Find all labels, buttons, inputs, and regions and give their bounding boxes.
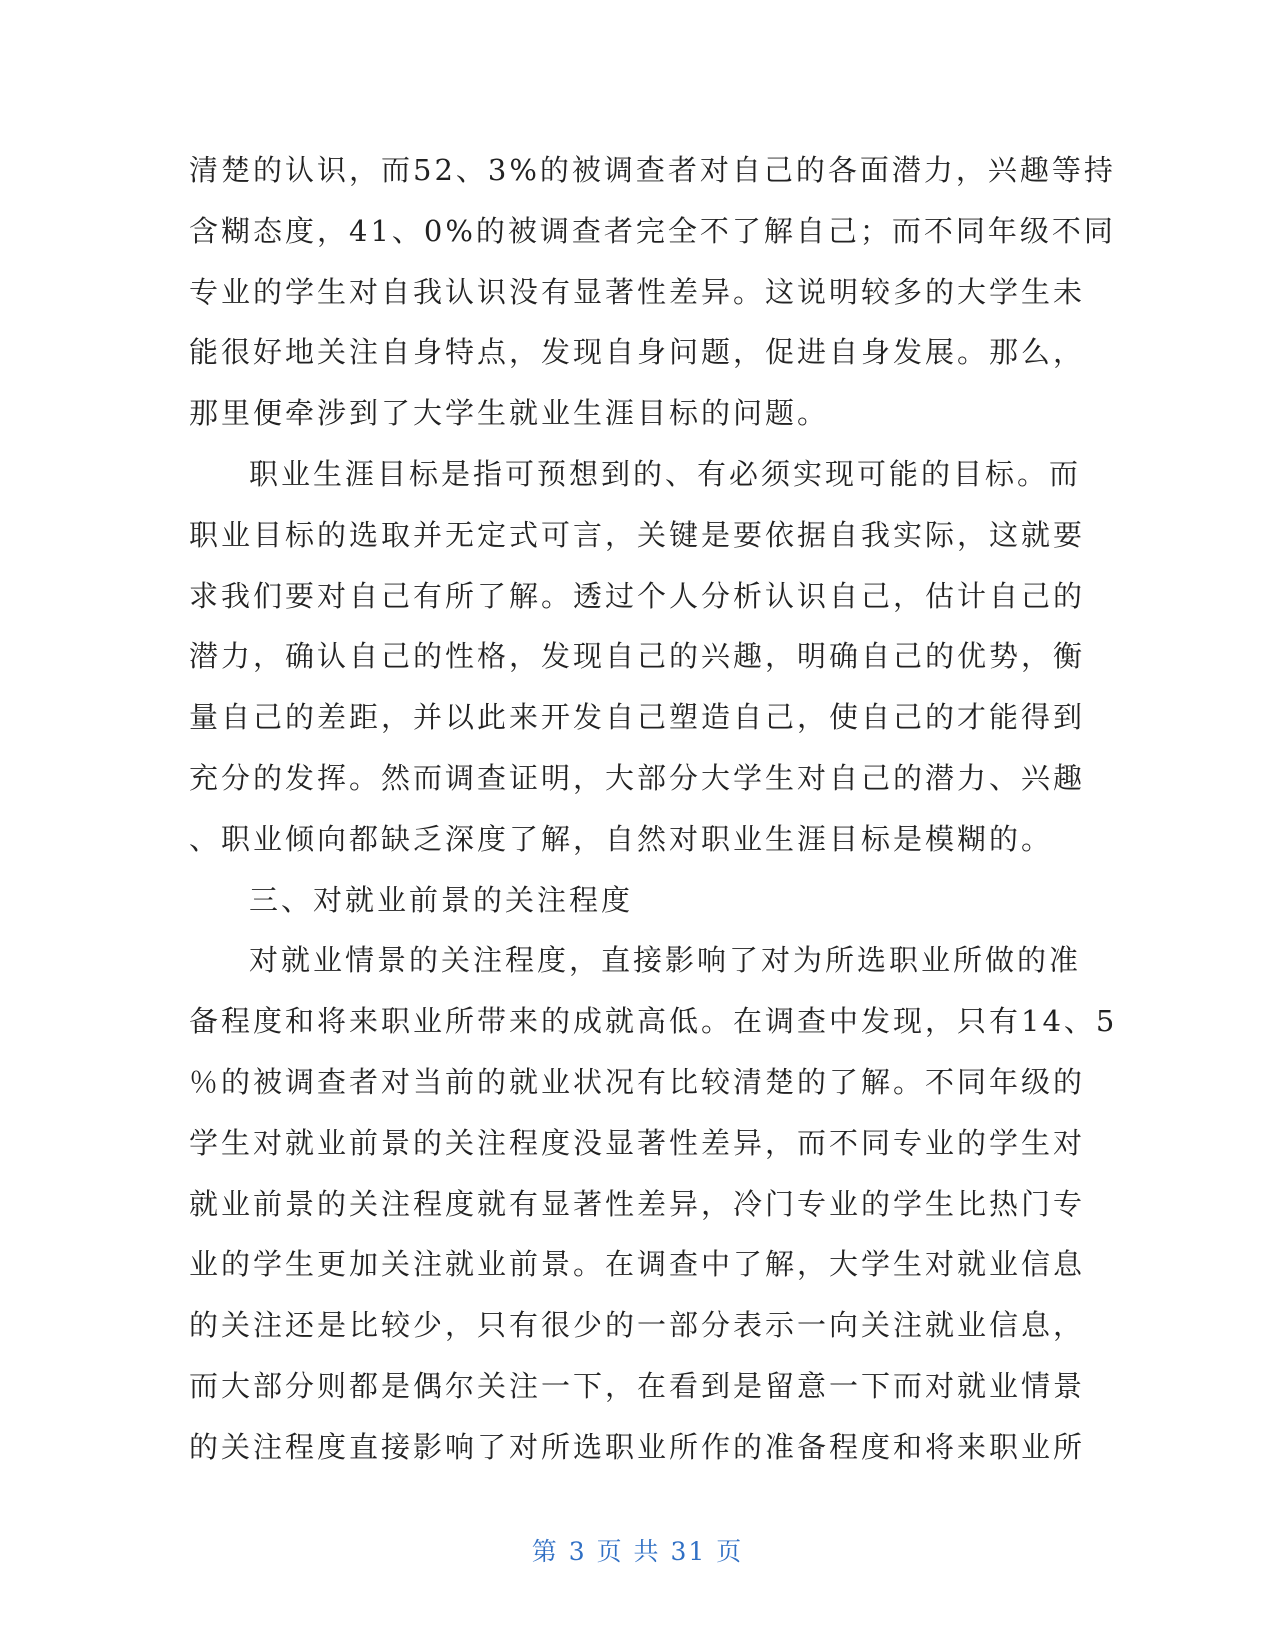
text-line: 量自己的差距，并以此来开发自己塑造自己，使自己的才能得到: [189, 700, 1086, 735]
text-line: 那里便牵涉到了大学生就业生涯目标的问题。: [189, 396, 830, 431]
text-line: 潜力，确认自己的性格，发现自己的兴趣，明确自己的优势，衡: [189, 639, 1086, 674]
text-line: 而大部分则都是偶尔关注一下，在看到是留意一下而对就业情景: [189, 1368, 1086, 1403]
text-line: 清楚的认识，而52、3%的被调查者对自己的各面潜力，兴趣等持: [189, 153, 1116, 187]
text-line: 业的学生更加关注就业前景。在调查中了解，大学生对就业信息: [189, 1247, 1086, 1282]
text-line: 含糊态度，41、0%的被调查者完全不了解自己；而不同年级不同: [189, 213, 1116, 248]
text-line: 充分的发挥。然而调查证明，大部分大学生对自己的潜力、兴趣: [189, 760, 1086, 795]
text-line: 职业目标的选取并无定式可言，关键是要依据自我实际，这就要: [189, 517, 1086, 552]
text-line: 能很好地关注自身特点，发现自身问题，促进自身发展。那么，: [189, 335, 1086, 370]
body-text: [189, 140, 1118, 1478]
text-line: 的关注程度直接影响了对所选职业所作的准备程度和将来职业所: [189, 1429, 1086, 1464]
page-number-footer: 第 3 页 共 31 页: [531, 1537, 744, 1566]
text-line: 、职业倾向都缺乏深度了解，自然对职业生涯目标是模糊的。: [189, 821, 1054, 856]
text-line: ％的被调查者对当前的就业状况有比较清楚的了解。不同年级的: [189, 1064, 1086, 1099]
text-line: 求我们要对自己有所了解。透过个人分析认识自己，估计自己的: [189, 578, 1086, 613]
paragraph-first-line: 对就业情景的关注程度，直接影响了对为所选职业所做的准: [249, 943, 1082, 978]
text-line: 学生对就业前景的关注程度没显著性差异，而不同专业的学生对: [189, 1125, 1086, 1160]
text-line: 的关注还是比较少，只有很少的一部分表示一向关注就业信息，: [189, 1308, 1086, 1343]
section-heading: 三、对就业前景的关注程度: [249, 882, 634, 917]
paragraph-first-line: 职业生涯目标是指可预想到的、有必须实现可能的目标。而: [249, 456, 1082, 491]
text-line: 备程度和将来职业所带来的成就高低。在调查中发现，只有14、5: [189, 1004, 1118, 1039]
text-line: 就业前景的关注程度就有显著性差异，冷门专业的学生比热门专: [189, 1186, 1086, 1221]
text-line: 专业的学生对自我认识没有显著性差异。这说明较多的大学生未: [189, 274, 1086, 309]
